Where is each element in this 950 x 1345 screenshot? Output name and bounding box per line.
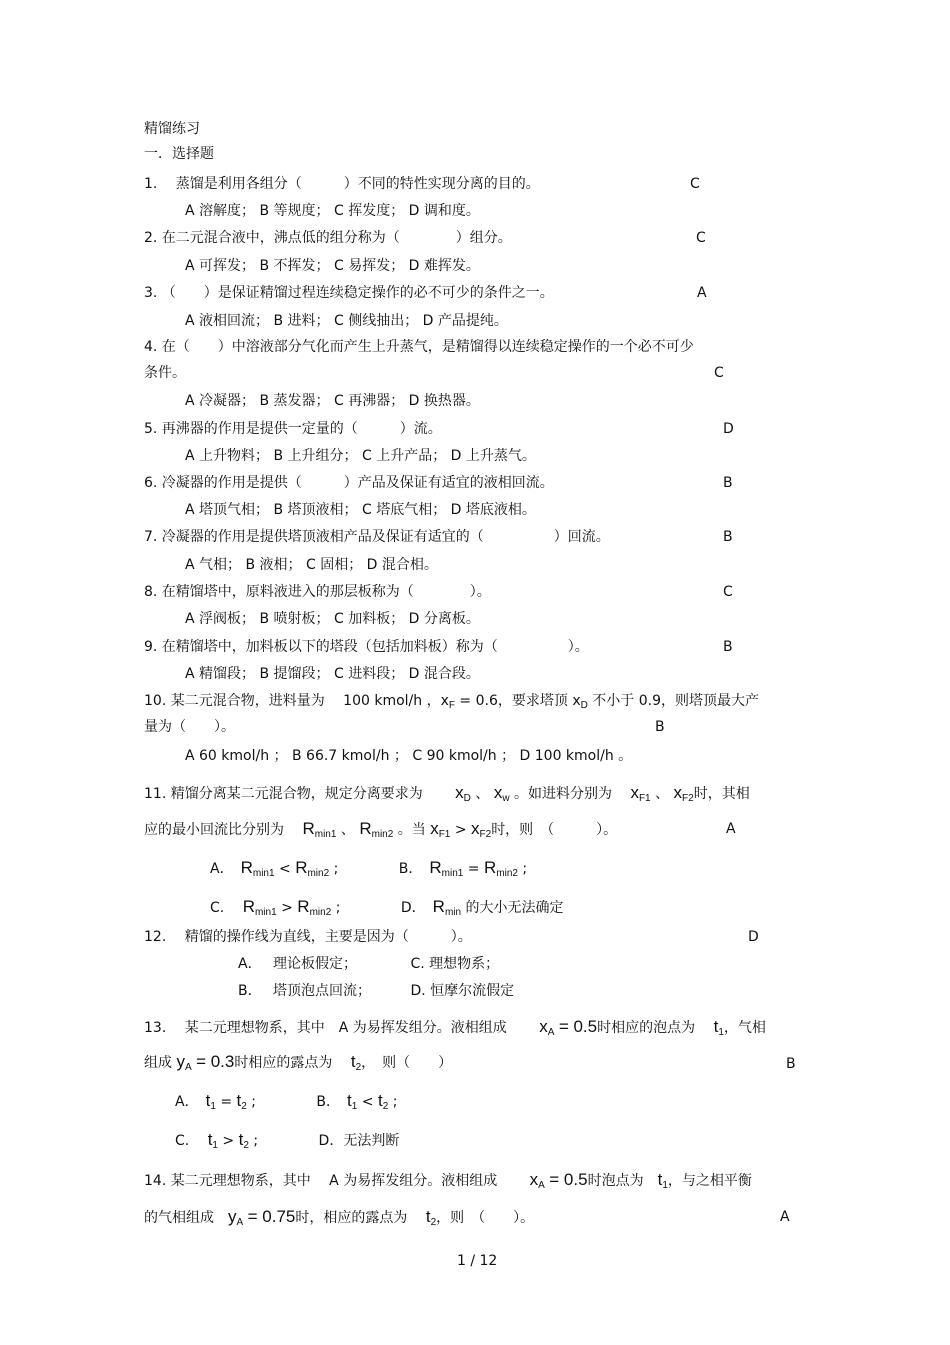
question-line: A 冷凝器； B 蒸发器； C 再沸器； D 换热器。 (185, 393, 480, 409)
formula-line: C. $t_1 > t_2$ ; D．无法判断 (175, 1130, 400, 1151)
formula-line: 应的最小回流比分别为 $R_{min1}$ 、 $R_{min2}$ 。当 $x_{F1} > x_{F2}$时，则 （ ）。 (144, 819, 618, 840)
answer-key: A (726, 821, 736, 837)
question-line: 5. 再沸器的作用是提供一定量的（ ）流。 (144, 421, 442, 437)
answer-key: C (696, 230, 706, 246)
answer-key: B (723, 475, 733, 491)
question-line: A 精馏段； B 提馏段； C 进料段； D 混合段。 (185, 666, 480, 682)
question-line: 1. 蒸馏是利用各组分（ ）不同的特性实现分离的目的。 (144, 176, 540, 192)
question-line: 2. 在二元混合液中，沸点低的组分称为（ ）组分。 (144, 230, 512, 246)
formula-line: 13. 某二元理想物系，其中 A 为易挥发组分。液相组成 $x_A = 0.5$时相应的泡点为 $t_1$，气相 (144, 1017, 766, 1038)
answer-key: B (786, 1056, 796, 1072)
answer-key: D (748, 929, 759, 945)
answer-key: B (723, 639, 733, 655)
question-line: 8. 在精馏塔中，原料液进入的那层板称为（ ）。 (144, 584, 491, 600)
section-heading: 一．选择题 (144, 146, 214, 162)
question-line: 6. 冷凝器的作用是提供（ ）产品及保证有适宜的液相回流。 (144, 475, 554, 491)
formula-line: 11. 精馏分离某二元混合物，规定分离要求为 $x_D$ 、 $x_w$ 。如进料分别为 $x_{F1}$ 、 $x_{F2}$时，其相 (144, 783, 750, 804)
question-line: 7. 冷凝器的作用是提供塔顶液相产品及保证有适宜的（ ）回流。 (144, 529, 610, 545)
formula-line: A． $R_{min1} < R_{min2}$ ; B． $R_{min1} = R_{min2}$ ; (210, 858, 528, 879)
formula-line: 的气相组成 $y_A = 0.75$时，相应的露点为 $t_2$，则 （ ）。 (144, 1207, 535, 1228)
question-line: A 可挥发； B 不挥发； C 易挥发； D 难挥发。 (185, 258, 480, 274)
question-line: A 塔顶气相； B 塔顶液相； C 塔底气相； D 塔底液相。 (185, 502, 536, 518)
document-title: 精馏练习 (144, 121, 200, 137)
question-line: 9. 在精馏塔中，加料板以下的塔段（包括加料板）称为（ ）。 (144, 639, 589, 655)
question-line: A 液相回流； B 进料； C 侧线抽出； D 产品提纯。 (185, 313, 508, 329)
answer-key: B (655, 719, 665, 735)
answer-key: A (697, 285, 707, 301)
answer-key: C (723, 584, 733, 600)
question-line: A 上升物料； B 上升组分； C 上升产品； D 上升蒸气。 (185, 448, 536, 464)
question-line: 4. 在（ ）中溶液部分气化而产生上升蒸气，是精馏得以连续稳定操作的一个必不可少 (144, 339, 694, 355)
formula-line: 14. 某二元理想物系，其中 A 为易挥发组分。液相组成 $x_A = 0.5$时泡点为 $t_1$，与之相平衡 (144, 1170, 752, 1191)
question-line: 量为（ ）。 (144, 719, 235, 735)
question-line: A． 理论板假定； C. 理想物系； (238, 956, 500, 972)
answer-key: C (690, 176, 700, 192)
question-line: A 溶解度； B 等规度； C 挥发度； D 调和度。 (185, 203, 480, 219)
answer-key: C (714, 365, 724, 381)
question-line: 条件。 (144, 365, 186, 381)
question-line: A 浮阀板； B 喷射板； C 加料板； D 分离板。 (185, 611, 480, 627)
question-line: 12. 精馏的操作线为直线，主要是因为（ ）。 (144, 929, 472, 945)
answer-key: D (723, 421, 734, 437)
question-line: 3. （ ）是保证精馏过程连续稳定操作的必不可少的条件之一。 (144, 285, 554, 301)
formula-line: C. $R_{min1} > R_{min2}$ ; D． $R_{min}$ 的大小无法确定 (210, 897, 564, 918)
formula-line: 组成 $y_A = 0.3$时相应的露点为 $t_2$， 则（ ） (144, 1052, 453, 1073)
question-line: A 60 kmol/h ； B 66.7 kmol/h ； C 90 kmol/h ； D 100 kmol/h 。 (185, 748, 633, 764)
answer-key: A (780, 1209, 790, 1225)
question-line: A 气相； B 液相； C 固相； D 混合相。 (185, 557, 438, 573)
answer-key: B (723, 529, 733, 545)
page-number: 1 / 12 (457, 1253, 498, 1269)
formula-line: A． $t_1 = t_2$ ; B． $t_1 < t_2$ ; (175, 1091, 398, 1112)
question-line: B． 塔顶泡点回流； D. 恒摩尔流假定 (238, 983, 515, 999)
formula-line: 10. 某二元混合物，进料量为 100 kmol/h ，$x_F = 0.6$，要求塔顶 $x_D$ 不小于 0.9，则塔顶最大产 (144, 693, 760, 711)
